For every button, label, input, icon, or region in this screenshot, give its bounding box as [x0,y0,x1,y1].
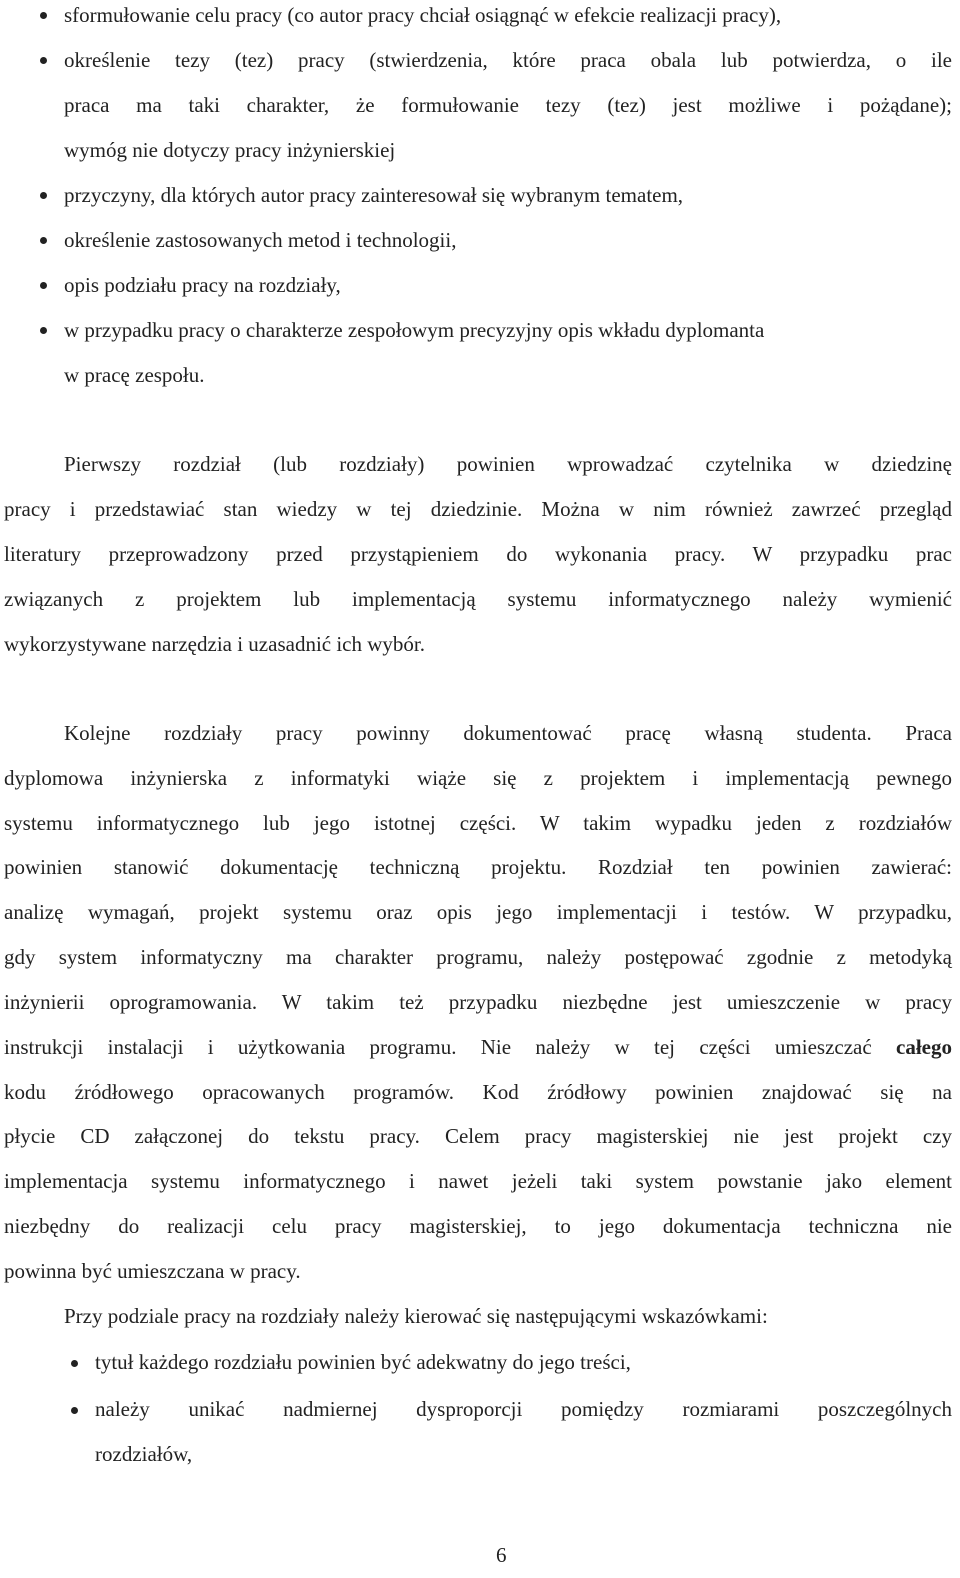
paragraph-line: Kolejne rozdziały pracy powinny dokumentować pracę własną studenta. Praca [64,721,952,745]
paragraph-line: płycie CD załączonej do tekstu pracy. Celem pracy magisterskiej nie jest projekt czy [4,1124,952,1148]
list-item-line: określenie zastosowanych metod i technologii, [64,228,457,252]
list-item-line: rozdziałów, [95,1442,193,1466]
paragraph-line: kodu źródłowego opracowanych programów. Kod źródłowy powinien znajdować się na [4,1080,952,1104]
paragraph-line-with-bold [4,1034,952,1060]
page-number: 6 [496,1543,507,1567]
paragraph-line: wykorzystywane narzędzia i uzasadnić ich wybór. [4,632,426,656]
paragraph-line: powinna być umieszczana w pracy. [4,1259,301,1283]
list-bullet [40,282,47,289]
paragraph-line: inżynierii oprogramowania. W takim też przypadku niezbędne jest umieszczenie w pracy [4,990,952,1014]
list-item-line: opis podziału pracy na rozdziały, [64,273,341,297]
list-bullet [40,327,47,334]
paragraph-line: analizę wymagań, projekt systemu oraz opis jego implementacji i testów. W przypadku, [4,900,952,924]
paragraph-guidelines-intro: Przy podziale pracy na rozdziały należy kierować się następującymi wskazówkami: [64,1304,768,1328]
list-item-line: sformułowanie celu pracy (co autor pracy chciał osiągnąć w efekcie realizacji pracy), [64,3,782,27]
paragraph-line-text: instrukcji instalacji i użytkowania programu. Nie należy w tej części umieszczać [4,1035,872,1059]
list-bullet [40,192,47,199]
list-bullet [40,12,47,19]
list-item-line: należy unikać nadmiernej dysproporcji pomiędzy rozmiarami poszczególnych [95,1397,952,1421]
paragraph-line: związanych z projektem lub implementacją systemu informatycznego należy wymienić [4,587,952,611]
list-item-line: w przypadku pracy o charakterze zespołowym precyzyjny opis wkładu dyplomanta [64,318,765,342]
list-bullet [40,57,47,64]
paragraph-line: niezbędny do realizacji celu pracy magisterskiej, to jego dokumentacja techniczna nie [4,1214,952,1238]
list-bullet [40,237,47,244]
paragraph-line: Pierwszy rozdział (lub rozdziały) powinien wprowadzać czytelnika w dziedzinę [64,452,952,476]
list-item-line: określenie tezy (tez) pracy (stwierdzenia, które praca obala lub potwierdza, o ile [64,48,952,72]
list-item-line: w pracę zespołu. [64,363,205,387]
bold-word: całego [896,1035,953,1059]
paragraph-line: gdy system informatyczny ma charakter programu, należy postępować zgodnie z metodyką [4,945,952,969]
paragraph-line: systemu informatycznego lub jego istotnej części. W takim wypadku jeden z rozdziałów [4,811,952,835]
list-bullet [71,1407,78,1414]
list-item-line: praca ma taki charakter, że formułowanie tezy (tez) jest możliwe i pożądane); [64,93,952,117]
list-item-line: tytuł każdego rozdziału powinien być adekwatny do jego treści, [95,1350,631,1374]
list-bullet [71,1360,78,1367]
list-item-line: przyczyny, dla których autor pracy zainteresował się wybranym tematem, [64,183,684,207]
paragraph-line: literatury przeprowadzony przed przystąpieniem do wykonania pracy. W przypadku prac [4,542,952,566]
paragraph-line: powinien stanowić dokumentację techniczną projektu. Rozdział ten powinien zawierać: [4,855,952,879]
paragraph-line: dyplomowa inżynierska z informatyki wiąże się z projektem i implementacją pewnego [4,766,952,790]
list-item-line: wymóg nie dotyczy pracy inżynierskiej [64,138,396,162]
paragraph-line: pracy i przedstawiać stan wiedzy w tej dziedzinie. Można w nim również zawrzeć przegląd [4,497,952,521]
paragraph-line: implementacja systemu informatycznego i nawet jeżeli taki system powstanie jako element [4,1169,952,1193]
